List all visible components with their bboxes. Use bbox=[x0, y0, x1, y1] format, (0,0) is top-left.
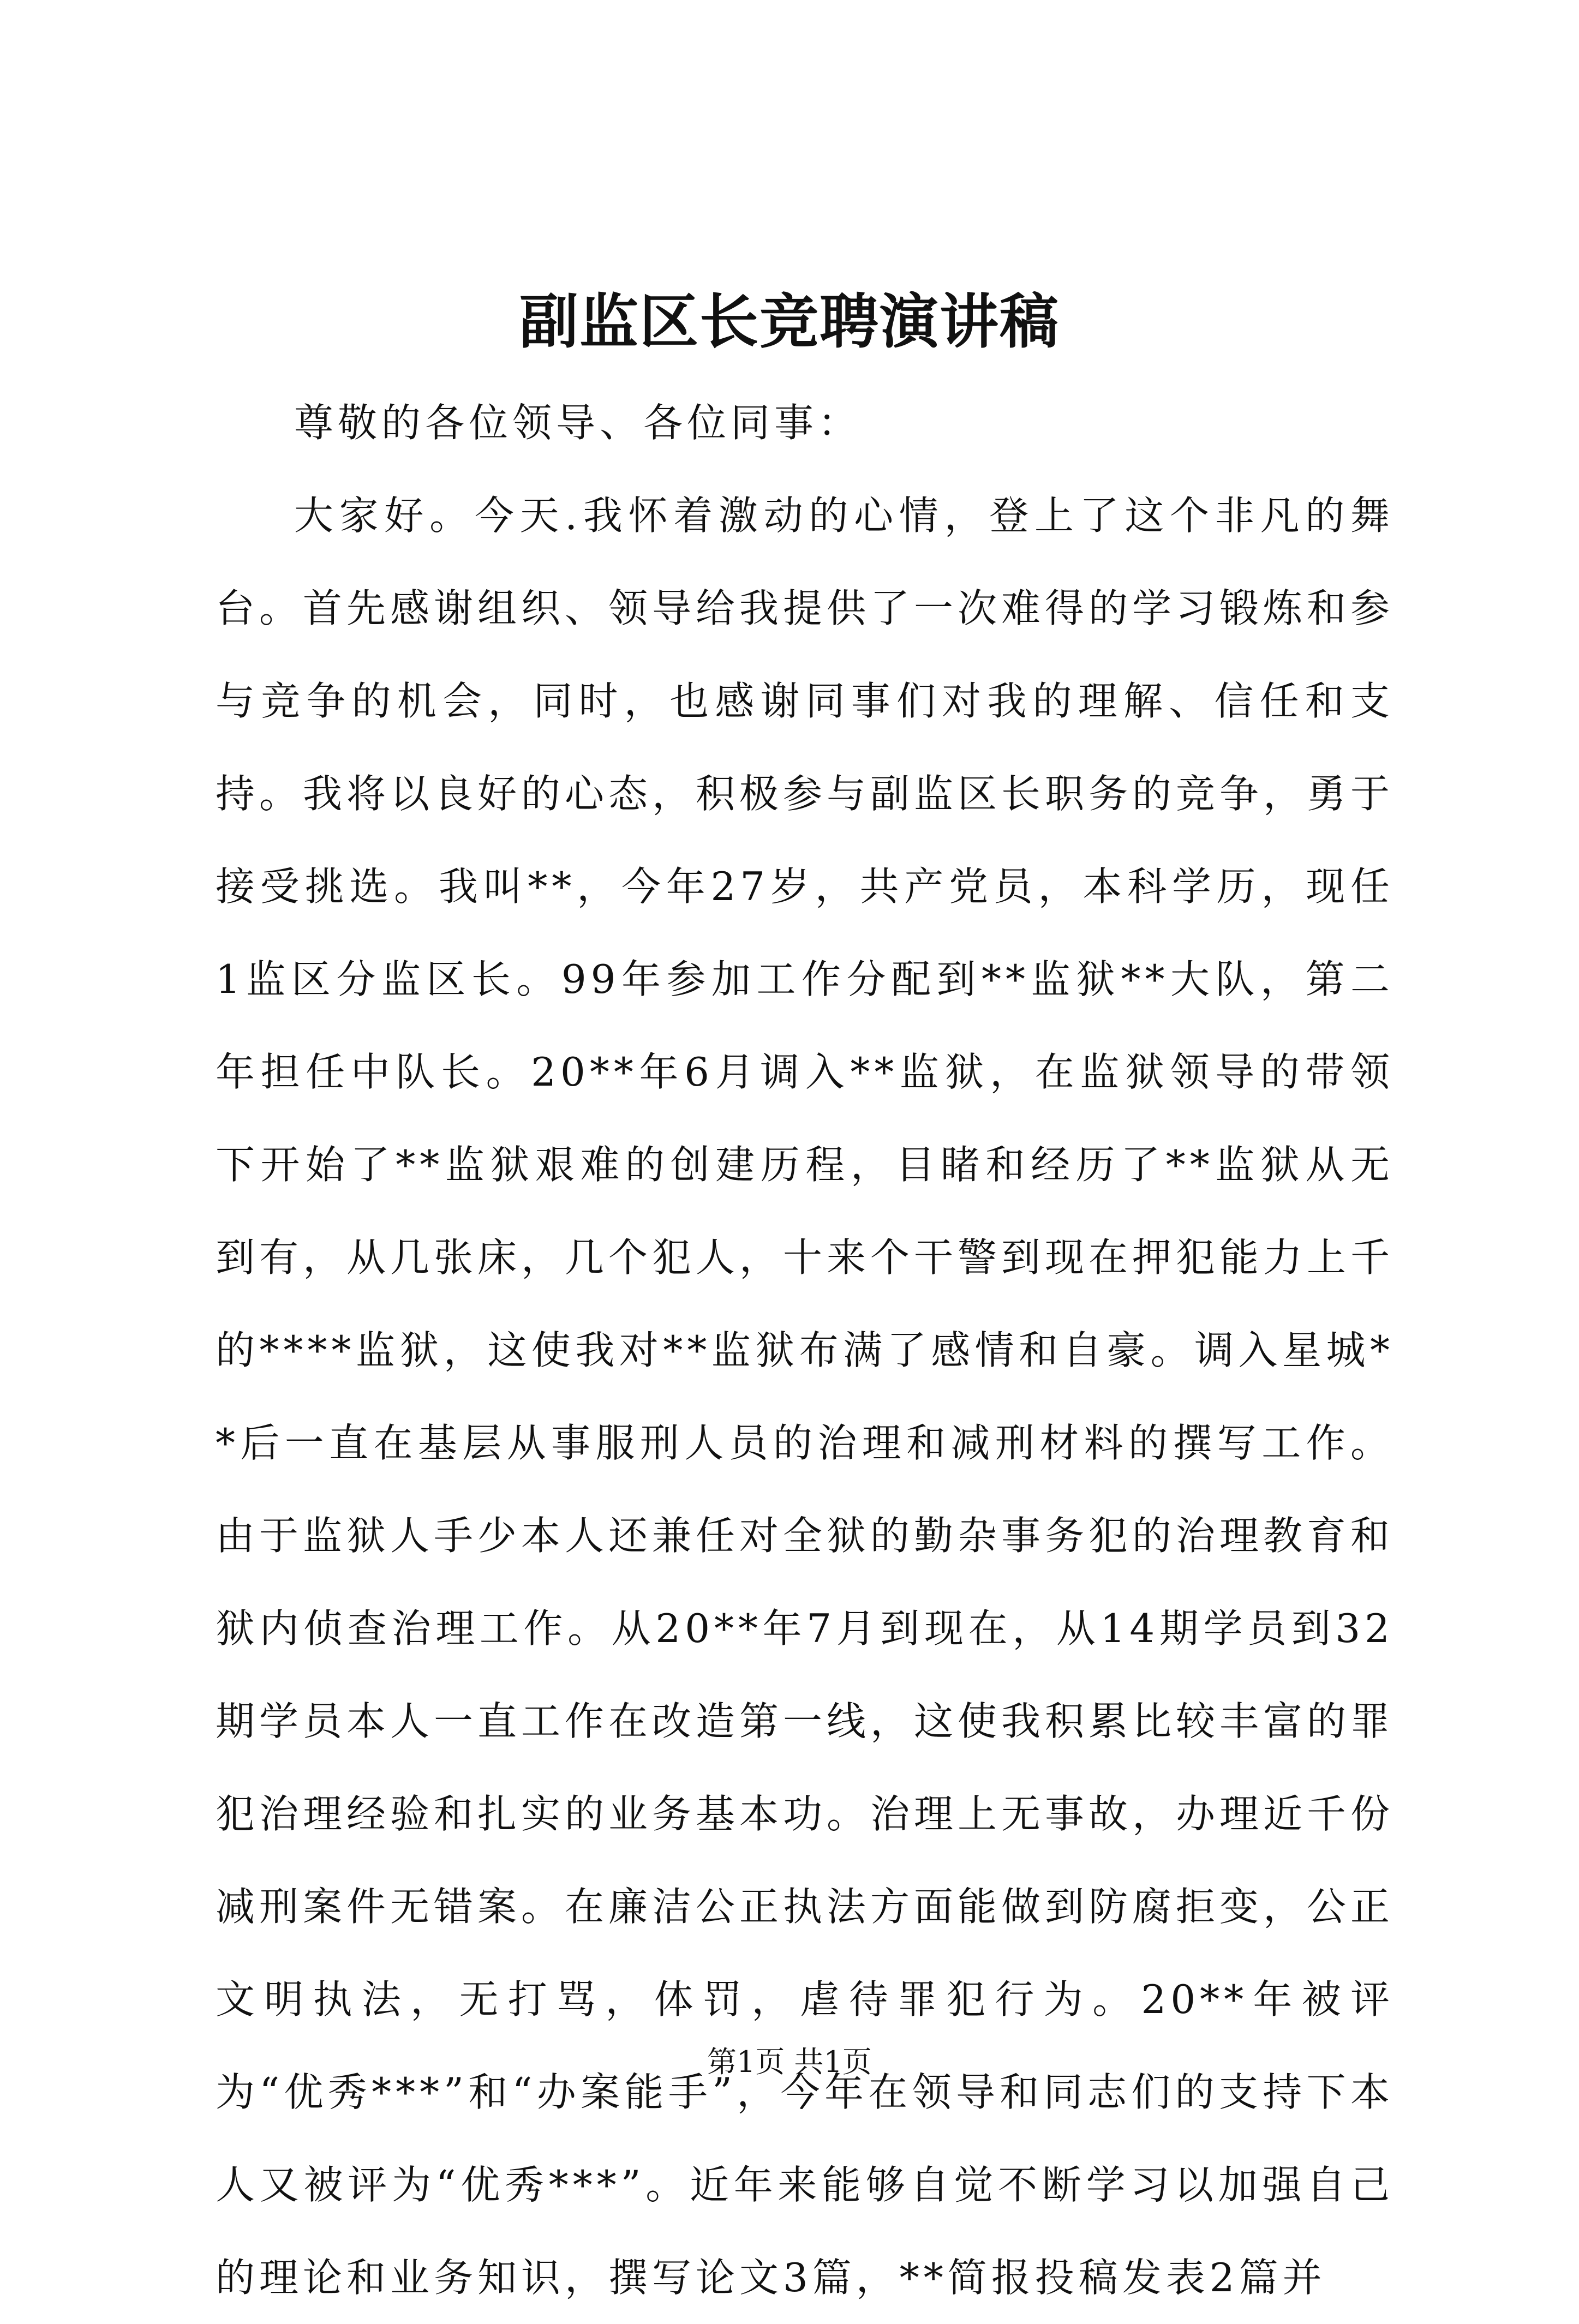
page-title: 副监区长竞聘演讲稿 bbox=[519, 287, 1060, 356]
body-paragraph: 大家好。今天.我怀着激动的心情，登上了这个非凡的舞台。首先感谢组织、领导给我提供了一次难得的学习锻炼和参与竞争的机会，同时，也感谢同事们对我的理解、信任和支持。我将以良好的心态，积极参与副监区长职务的竞争，勇于接受挑选。我叫**，今年27岁，共产党员，本科学历，现任1监区分监区长。99年参加工作分配到**监狱**大队，第二年担任中队长。20**年6月调入**监狱，在监狱领导的带领下开始了**监狱艰难的创建历程，目睹和经历了**监狱从无到有，从几张床，几个犯人，十来个干警到现在押犯能力上千的****监狱，这使我对**监狱布满了感情和自豪。调入星城**后一直在基层从事服刑人员的治理和减刑材料的撰写工作。由于监狱人手少本人还兼任对全狱的勤杂事务犯的治理教育和狱内侦查治理工作。从20**年7月到现在，从14期学员到32期学员本人一直工作在改造第一线，这使我积累比较丰富的罪犯治理经验和扎实的业务基本功。治理上无事故，办理近千份减刑案件无错案。在廉洁公正执法方面能做到防腐拒变，公正文明执法，无打骂，体罚，虐待罪犯行为。20**年被评为“优秀***”和“办案能手”，今年在领导和同志们的支持下本人又被评为“优秀***”。近年来能够自觉不断学习以加强自己的理论和业务知识，撰写论文3篇，**简报投稿发表2篇并 bbox=[216, 493, 1395, 2301]
page-footer: 第1页 共1页 bbox=[707, 2045, 872, 2079]
document-body bbox=[216, 376, 1394, 2324]
salutation: 尊敬的各位领导、各位同事： bbox=[294, 400, 862, 446]
